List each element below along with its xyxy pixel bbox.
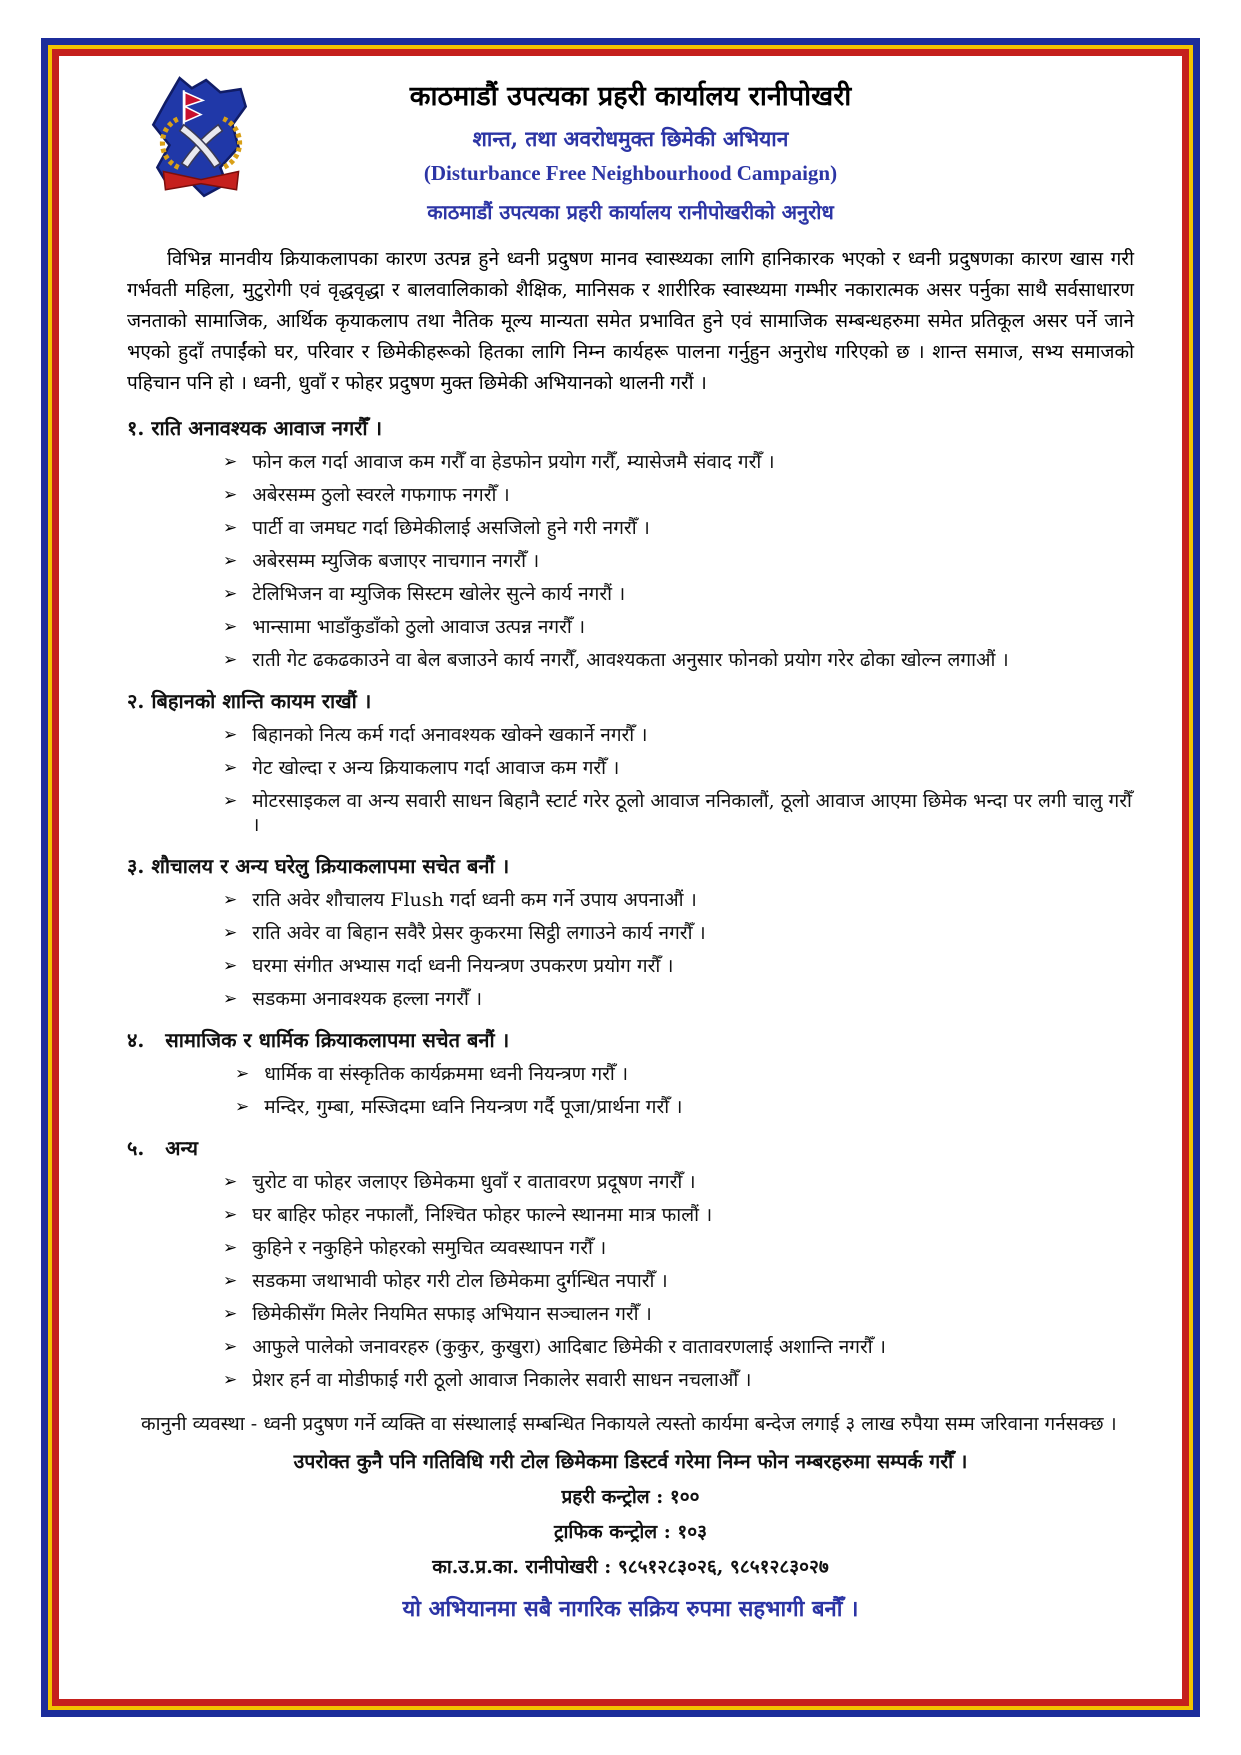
bullet-list <box>235 1062 1134 1119</box>
arrow-bullet-icon: ➢ <box>223 1370 238 1390</box>
bullet-text: राति अवेर शौचालय Flush गर्दा ध्वनी कम गर्ने उपाय अपनाऔं । <box>252 889 697 911</box>
bullet-text: धार्मिक वा संस्कृतिक कार्यक्रममा ध्वनी नियन्त्रण गरौँ । <box>264 1063 629 1085</box>
bullet-text: घर बाहिर फोहर नफालौं, निश्चित फोहर फाल्ने स्थानमा मात्र फालौं । <box>252 1204 713 1226</box>
contact-intro: उपरोक्त कुनै पनि गतिविधि गरी टोल छिमेकमा डिस्टर्व गरेमा निम्न फोन नम्बरहरुमा सम्पर्क गरौँ । <box>293 1450 968 1473</box>
section-heading: ३. शौचालय र अन्य घरेलु क्रियाकलापमा सचेत बनौं । <box>127 854 510 878</box>
arrow-bullet-icon: ➢ <box>223 1271 238 1291</box>
bullet-item <box>223 789 1134 837</box>
bullet-text: चुरोट वा फोहर जलाएर छिमेकमा धुवाँ र वातावरण प्रदूषण नगरौँ । <box>252 1171 696 1193</box>
section-heading: १. राति अनावश्यक आवाज नगरौँ । <box>127 416 383 440</box>
arrow-bullet-icon: ➢ <box>223 758 238 778</box>
arrow-bullet-icon: ➢ <box>235 1097 250 1117</box>
contact-phone-line: प्रहरी कन्ट्रोल : १०० <box>561 1486 700 1508</box>
bullet-item <box>223 921 1134 945</box>
arrow-bullet-icon: ➢ <box>223 989 238 1009</box>
section-heading: ५. अन्य <box>127 1136 199 1160</box>
intro-paragraph: विभिन्न मानवीय क्रियाकलापका कारण उत्पन्न हुने ध्वनी प्रदुषण मानव स्वास्थ्यका लागि हानिकारक भएको र ध्वनी प्रदुषणका कारण खास गरी गर्भवती महिला, मुटुरोगी एवं वृद्धवृद्धा र बालवालिकाको शैक्षिक, मानिसक र शारीरिक स्वास्थ्यमा गम्भीर नकारात्मक असर पर्नुका साथै सर्वसाधारण जनताको सामाजिक, आर्थिक कृयाकलाप तथा नैतिक मूल्य मान्यता समेत प्रभावित हुने एवं सामाजिक सम्बन्धहरुमा समेत प्रतिकूल असर पर्ने जाने भएको हुदाँ तपाईंको घर, परिवार र छिमेकीहरूको हितका लागि निम्न कार्यहरू पालना गर्नुहुन अनुरोध गरिएको छ । शान्त समाज, सभ्य समाजको पहिचान पनि हो । ध्वनी, धुवाँ र फोहर प्रदुषण मुक्त छिमेकी अभियानको थालनी गरौं । <box>127 248 1134 394</box>
arrow-bullet-icon: ➢ <box>223 485 238 505</box>
bullet-text: राति अवेर वा बिहान सवैरै प्रेसर कुकरमा सिट्ठी लगाउने कार्य नगरौँ । <box>252 922 706 944</box>
arrow-bullet-icon: ➢ <box>223 617 238 637</box>
bullet-item <box>223 648 1134 672</box>
arrow-bullet-icon: ➢ <box>223 956 238 976</box>
bullet-text: मोटरसाइकल वा अन्य सवारी साधन बिहानै स्टार्ट गरेर ठूलो आवाज ननिकालौं, ठूलो आवाज आएमा छिमेक भन्दा पर लगी चालु गरौँ । <box>252 790 1132 836</box>
arrow-bullet-icon: ➢ <box>223 650 238 670</box>
arrow-bullet-icon: ➢ <box>223 890 238 910</box>
bullet-text: पार्टी वा जमघट गर्दा छिमेकीलाई असजिलो हुने गरी नगरौँ । <box>252 517 650 539</box>
contact-phone-line: का.उ.प्र.का. रानीपोखरी : ९८५१२८३०२६, ९८५१२८३०२७ <box>432 1556 829 1578</box>
section-heading: ४. सामाजिक र धार्मिक क्रियाकलापमा सचेत बनौं । <box>127 1028 510 1052</box>
bullet-text: फोन कल गर्दा आवाज कम गरौँ वा हेडफोन प्रयोग गरौँ, म्यासेजमै संवाद गरौँ । <box>252 451 775 473</box>
bullet-list <box>223 723 1134 837</box>
bullet-item <box>223 1236 1134 1260</box>
legal-notice: कानुनी व्यवस्था - ध्वनी प्रदुषण गर्ने व्यक्ति वा संस्थालाई सम्बन्धित निकायले त्यस्तो कार्यमा बन्देज लगाई ३ लाख रुपैया सम्म जरिवाना गर्नसक्छ । <box>141 1413 1117 1435</box>
bullet-text: कुहिने र नकुहिने फोहरको समुचित व्यवस्थापन गरौँ । <box>252 1237 607 1259</box>
page-border-blue <box>41 38 1200 1717</box>
bullet-text: सडकमा जथाभावी फोहर गरी टोल छिमेकमा दुर्गन्धित नपारौँ । <box>252 1270 668 1292</box>
bullet-text: अबेरसम्म ठुलो स्वरले गफगाफ नगरौँ । <box>252 484 510 506</box>
bullet-text: छिमेकीसँग मिलेर नियमित सफाइ अभियान सञ्चालन गरौँ । <box>252 1303 652 1325</box>
bullet-text: घरमा संगीत अभ्यास गर्दा ध्वनी नियन्त्रण उपकरण प्रयोग गरौँ । <box>252 955 674 977</box>
bullet-item <box>223 615 1134 639</box>
arrow-bullet-icon: ➢ <box>223 725 238 745</box>
request-line: काठमाडौं उपत्यका प्रहरी कार्यालय रानीपोखरीको अनुरोध <box>427 200 834 224</box>
bullet-text: टेलिभिजन वा म्युजिक सिस्टम खोलेर सुत्ने कार्य नगरौं । <box>252 583 626 605</box>
bullet-item <box>223 1203 1134 1227</box>
bullet-item <box>223 450 1134 474</box>
arrow-bullet-icon: ➢ <box>223 923 238 943</box>
contact-phone-line: ट्राफिक कन्ट्रोल : १०३ <box>553 1521 708 1543</box>
bullet-item <box>223 483 1134 507</box>
bullet-item <box>235 1062 1134 1086</box>
campaign-title-nepali: शान्त, तथा अवरोधमुक्त छिमेकी अभियान <box>472 126 789 151</box>
page-border-red <box>52 49 1189 1706</box>
document-header <box>127 70 1134 230</box>
arrow-bullet-icon: ➢ <box>223 518 238 538</box>
nepal-police-emblem-icon <box>145 74 257 206</box>
arrow-bullet-icon: ➢ <box>223 1172 238 1192</box>
sections <box>127 414 1134 1392</box>
bullet-item <box>223 1170 1134 1194</box>
bullet-text: मन्दिर, गुम्बा, मस्जिदमा ध्वनि नियन्त्रण गर्दै पूजा/प्रार्थना गरौँ । <box>264 1096 683 1118</box>
arrow-bullet-icon: ➢ <box>223 551 238 571</box>
arrow-bullet-icon: ➢ <box>223 1205 238 1225</box>
bullet-item <box>223 1302 1134 1326</box>
arrow-bullet-icon: ➢ <box>223 791 238 811</box>
bullet-item <box>223 1335 1134 1359</box>
page-border-yellow <box>48 45 1193 1710</box>
bullet-text: अबेरसम्म म्युजिक बजाएर नाचगान नगरौँ । <box>252 550 540 572</box>
bullet-text: बिहानको नित्य कर्म गर्दा अनावश्यक खोक्ने खकार्ने नगरौँ । <box>252 724 648 746</box>
bullet-item <box>223 1269 1134 1293</box>
bullet-text: प्रेशर हर्न वा मोडीफाई गरी ठूलो आवाज निकालेर सवारी साधन नचलाऔँ । <box>252 1369 752 1391</box>
bullet-list <box>223 1170 1134 1392</box>
footer-call-to-action: यो अभियानमा सबै नागरिक सक्रिय रुपमा सहभागी बनौँ । <box>402 1596 859 1622</box>
campaign-title-english: (Disturbance Free Neighbourhood Campaign) <box>423 161 838 185</box>
section-heading: २. बिहानको शान्ति कायम राखौं । <box>127 689 372 713</box>
contact-lines <box>127 1483 1134 1579</box>
bullet-item <box>223 549 1134 573</box>
bullet-item <box>235 1095 1134 1119</box>
bullet-text: भान्सामा भाडाँकुडाँको ठुलो आवाज उत्पन्न नगरौँ । <box>252 616 586 638</box>
bullet-item <box>223 1368 1134 1392</box>
bullet-item <box>223 516 1134 540</box>
bullet-item <box>223 954 1134 978</box>
bullet-list <box>223 450 1134 672</box>
arrow-bullet-icon: ➢ <box>223 1337 238 1357</box>
arrow-bullet-icon: ➢ <box>223 452 238 472</box>
bullet-item <box>223 987 1134 1011</box>
bullet-item <box>223 888 1134 912</box>
bullet-text: सडकमा अनावश्यक हल्ला नगरौँ । <box>252 988 483 1010</box>
bullet-text: राती गेट ढकढकाउने वा बेल बजाउने कार्य नगरौँ, आवश्यकता अनुसार फोनको प्रयोग गरेर ढोका खोल्न लगाऔं । <box>252 649 1009 671</box>
bullet-item <box>223 582 1134 606</box>
bullet-text: आफुले पालेको जनावरहरु (कुकुर, कुखुरा) आदिबाट छिमेकी र वातावरणलाई अशान्ति नगरौँ । <box>252 1336 886 1358</box>
org-title: काठमाडौं उपत्यका प्रहरी कार्यालय रानीपोखरी <box>409 81 852 112</box>
arrow-bullet-icon: ➢ <box>223 584 238 604</box>
bullet-list <box>223 888 1134 1011</box>
arrow-bullet-icon: ➢ <box>223 1238 238 1258</box>
arrow-bullet-icon: ➢ <box>235 1064 250 1084</box>
bullet-text: गेट खोल्दा र अन्य क्रियाकलाप गर्दा आवाज कम गरौँ । <box>252 757 620 779</box>
bullet-item <box>223 756 1134 780</box>
arrow-bullet-icon: ➢ <box>223 1304 238 1324</box>
bullet-item <box>223 723 1134 747</box>
